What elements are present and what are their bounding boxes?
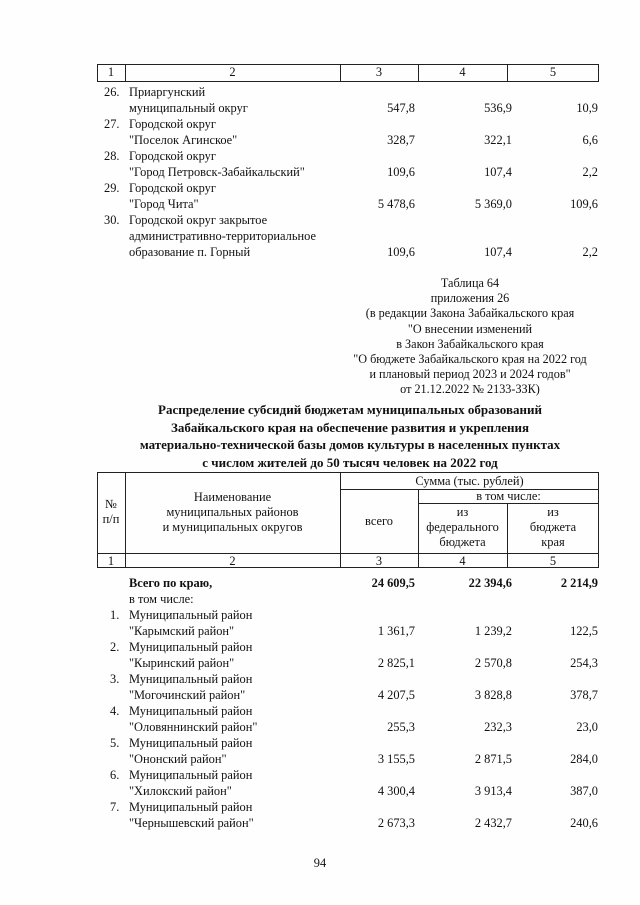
row-total: 547,8 bbox=[387, 101, 415, 115]
row-federal: 1 239,2 bbox=[474, 624, 512, 638]
row-name: образование п. Горный bbox=[129, 245, 251, 259]
caption-line: от 21.12.2022 № 2133-ЗЗК) bbox=[400, 382, 540, 397]
row-name: "Город Чита" bbox=[129, 197, 199, 211]
table-row bbox=[0, 751, 640, 767]
row-name: Муниципальный район bbox=[129, 608, 253, 622]
table-caption bbox=[320, 276, 620, 398]
row-name: Муниципальный район bbox=[129, 672, 253, 686]
caption-line: в Закон Забайкальского края bbox=[396, 336, 544, 351]
header-including: в том числе: bbox=[476, 489, 541, 503]
top-header-col-2: 2 bbox=[229, 65, 236, 79]
summary-total: 24 609,5 bbox=[371, 576, 415, 590]
row-total: 109,6 bbox=[387, 245, 415, 259]
row-federal: 2 570,8 bbox=[474, 656, 512, 670]
table-row bbox=[0, 767, 640, 783]
row-total: 4 207,5 bbox=[377, 688, 415, 702]
row-total: 2 825,1 bbox=[377, 656, 415, 670]
row-federal: 5 369,0 bbox=[474, 197, 512, 211]
row-number: 6. bbox=[110, 768, 120, 782]
caption-line: и плановый период 2023 и 2024 годов" bbox=[369, 367, 571, 382]
row-number: 4. bbox=[110, 704, 120, 718]
caption-line: (в редакции Закона Забайкальского края bbox=[365, 306, 575, 321]
page-number: 94 bbox=[313, 856, 327, 870]
row-total: 2 673,3 bbox=[377, 816, 415, 830]
table-row bbox=[0, 735, 640, 751]
row-federal: 2 432,7 bbox=[474, 816, 512, 830]
row-total: 328,7 bbox=[387, 133, 415, 147]
header-col-number-4: 4 bbox=[459, 554, 466, 568]
row-name: "Оловяннинский район" bbox=[129, 720, 258, 734]
header-total: всего bbox=[365, 514, 393, 528]
row-regional: 387,0 bbox=[570, 784, 598, 798]
row-name: "Карымский район" bbox=[129, 624, 235, 638]
table-row bbox=[0, 196, 640, 212]
row-federal: 3 913,4 bbox=[474, 784, 512, 798]
row-name: муниципальный округ bbox=[129, 101, 248, 115]
header-sum: Сумма (тыс. рублей) bbox=[415, 474, 524, 488]
row-number: 3. bbox=[110, 672, 120, 686]
summary-label: Всего по краю, bbox=[129, 576, 213, 590]
row-federal: 107,4 bbox=[484, 165, 512, 179]
table-row bbox=[0, 783, 640, 799]
table-row bbox=[0, 84, 640, 100]
row-federal: 2 871,5 bbox=[474, 752, 512, 766]
table-row bbox=[0, 639, 640, 655]
row-regional: 254,3 bbox=[570, 656, 598, 670]
row-name: Городской округ закрытое bbox=[129, 213, 268, 227]
table-row bbox=[0, 180, 640, 196]
table-row bbox=[0, 815, 640, 831]
top-header-col-3: 3 bbox=[375, 65, 383, 79]
row-name: Приаргунский bbox=[129, 85, 206, 99]
header-col-number-2: 2 bbox=[229, 554, 236, 568]
header-number: № п/п bbox=[102, 497, 120, 526]
table-row bbox=[0, 799, 640, 815]
row-number: 28. bbox=[104, 149, 120, 163]
caption-line: Таблица 64 bbox=[440, 276, 500, 290]
top-header-col-5: 5 bbox=[549, 65, 557, 79]
row-number: 29. bbox=[104, 181, 120, 195]
row-number: 30. bbox=[104, 213, 120, 227]
row-total: 5 478,6 bbox=[377, 197, 415, 211]
including-label: в том числе: bbox=[129, 592, 194, 606]
table-row bbox=[0, 148, 640, 164]
row-name: Муниципальный район bbox=[129, 736, 253, 750]
title-line: с числом жителей до 50 тысяч человек на 2022 год bbox=[202, 454, 498, 470]
row-name: "Могочинский район" bbox=[129, 688, 246, 702]
table-row bbox=[0, 719, 640, 735]
table-row bbox=[0, 212, 640, 228]
row-regional: 109,6 bbox=[570, 197, 598, 211]
row-federal: 3 828,8 bbox=[474, 688, 512, 702]
row-number: 26. bbox=[104, 85, 120, 99]
title-line: материально-технической базы домов культуры в населенных пунктах bbox=[139, 437, 561, 452]
row-regional: 23,0 bbox=[576, 720, 598, 734]
table-row bbox=[0, 607, 640, 623]
header-col-number-3: 3 bbox=[375, 554, 383, 568]
row-regional: 2,2 bbox=[582, 245, 598, 259]
row-number: 1. bbox=[110, 608, 120, 622]
row-total: 109,6 bbox=[387, 165, 415, 179]
row-name: Городской округ bbox=[129, 117, 216, 131]
table-row bbox=[0, 100, 640, 116]
row-federal: 232,3 bbox=[484, 720, 512, 734]
row-number: 27. bbox=[104, 117, 120, 131]
header-regional: из бюджета края bbox=[529, 505, 577, 549]
row-name: Муниципальный район bbox=[129, 768, 253, 782]
table-row bbox=[0, 687, 640, 703]
header-col-number-1: 1 bbox=[107, 554, 115, 568]
row-name: административно-территориальное bbox=[129, 229, 316, 243]
row-total: 3 155,5 bbox=[377, 752, 415, 766]
table-row bbox=[0, 244, 640, 260]
row-name: "Город Петровск-Забайкальский" bbox=[129, 165, 305, 179]
table-row bbox=[0, 132, 640, 148]
table-row bbox=[0, 671, 640, 687]
title-line: Забайкальского края на обеспечение развития и укрепления bbox=[170, 419, 530, 435]
row-regional: 2,2 bbox=[582, 165, 598, 179]
summary-regional: 2 214,9 bbox=[560, 576, 598, 590]
row-regional: 122,5 bbox=[570, 624, 598, 638]
table-row bbox=[0, 228, 640, 244]
table-row bbox=[0, 116, 640, 132]
caption-line: приложения 26 bbox=[430, 291, 510, 306]
row-name: "Кыринский район" bbox=[129, 656, 235, 670]
summary-row bbox=[0, 575, 640, 591]
row-regional: 240,6 bbox=[570, 816, 598, 830]
table-row bbox=[0, 655, 640, 671]
table-row bbox=[0, 623, 640, 639]
caption-line: "О внесении изменений bbox=[407, 321, 533, 336]
top-header-col-1: 1 bbox=[107, 65, 115, 79]
row-number: 5. bbox=[110, 736, 120, 750]
title-line: Распределение субсидий бюджетам муниципальных образований bbox=[158, 402, 542, 417]
table-row bbox=[0, 703, 640, 719]
row-name: "Поселок Агинское" bbox=[129, 133, 238, 147]
row-total: 255,3 bbox=[387, 720, 415, 734]
row-name: Городской округ bbox=[129, 181, 216, 195]
document-title bbox=[100, 401, 600, 471]
row-federal: 536,9 bbox=[484, 101, 512, 115]
row-regional: 10,9 bbox=[576, 101, 598, 115]
row-name: Муниципальный район bbox=[129, 800, 253, 814]
row-regional: 378,7 bbox=[570, 688, 598, 702]
row-federal: 322,1 bbox=[484, 133, 512, 147]
header-federal: из федерального бюджета bbox=[426, 505, 499, 549]
header-col-number-5: 5 bbox=[549, 554, 557, 568]
row-name: "Чернышевский район" bbox=[129, 816, 254, 830]
row-name: "Ононский район" bbox=[129, 752, 227, 766]
row-number: 2. bbox=[110, 640, 120, 654]
table-row bbox=[0, 164, 640, 180]
row-regional: 6,6 bbox=[582, 133, 598, 147]
row-name: Муниципальный район bbox=[129, 640, 253, 654]
row-name: Городской округ bbox=[129, 149, 216, 163]
row-name: Муниципальный район bbox=[129, 704, 253, 718]
row-name: "Хилокский район" bbox=[129, 784, 232, 798]
summary-federal: 22 394,6 bbox=[468, 576, 512, 590]
row-regional: 284,0 bbox=[570, 752, 598, 766]
row-total: 4 300,4 bbox=[377, 784, 415, 798]
row-number: 7. bbox=[110, 800, 120, 814]
row-federal: 107,4 bbox=[484, 245, 512, 259]
row-total: 1 361,7 bbox=[377, 624, 415, 638]
header-name: Наименование муниципальных районов и муниципальных округов bbox=[162, 490, 303, 534]
top-header-col-4: 4 bbox=[459, 65, 466, 79]
including-row bbox=[0, 591, 640, 607]
caption-line: "О бюджете Забайкальского края на 2022 год bbox=[353, 352, 587, 367]
